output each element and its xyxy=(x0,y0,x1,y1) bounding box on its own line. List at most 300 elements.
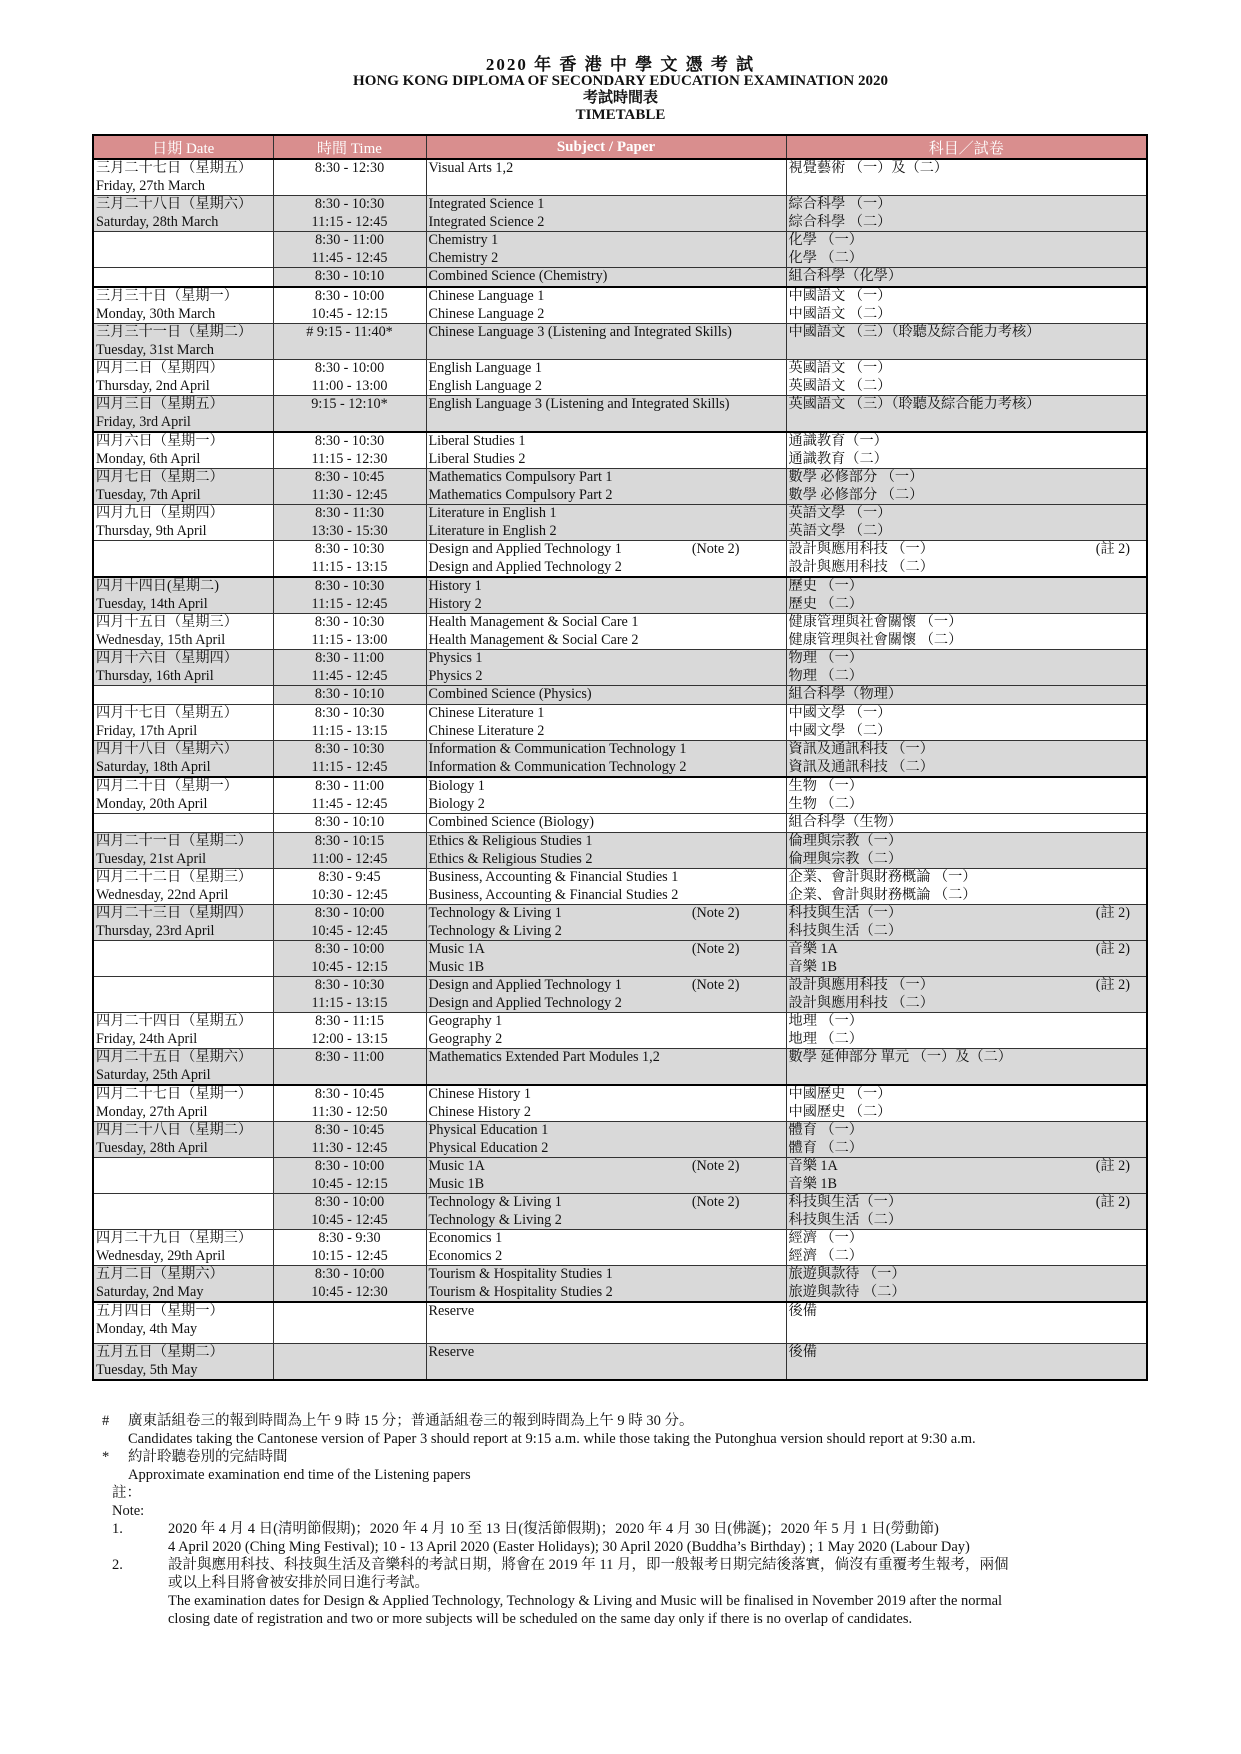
subject-paper: Technology & Living 1 xyxy=(428,1194,562,1210)
subject-paper: Geography 2 xyxy=(428,1030,503,1047)
time-cell xyxy=(273,977,426,1013)
table-row xyxy=(93,1158,1147,1194)
subject-paper: History 2 xyxy=(428,595,482,612)
subject-paper-chinese: 綜合科學 （一） xyxy=(788,196,892,212)
subject-paper-chinese: 設計與應用科技 （一） xyxy=(788,977,934,993)
subject-paper-chinese: 組合科學（生物） xyxy=(788,814,903,830)
time-slot: 11:15 - 12:45 xyxy=(311,758,388,775)
chinese-subject-cell xyxy=(786,232,1147,268)
subject-cell xyxy=(426,196,786,232)
date-cell xyxy=(93,505,273,541)
chinese-subject-cell xyxy=(786,814,1147,833)
title-english: HONG KONG DIPLOMA OF SECONDARY EDUCATION EXAMINATION 2020 xyxy=(353,73,888,89)
subject-paper: Chinese Language 3 (Listening and Integrated Skills) xyxy=(428,324,732,340)
subject-paper: Chinese History 1 xyxy=(428,1086,531,1102)
subject-paper: Physical Education 1 xyxy=(428,1122,549,1138)
date-english: Tuesday, 14th April xyxy=(96,595,208,612)
footnote-hash xyxy=(102,1412,1150,1448)
chinese-subject-cell xyxy=(786,541,1147,578)
chinese-subject-cell xyxy=(786,577,1147,614)
date-chinese: 四月二十七日（星期一） xyxy=(96,1086,253,1102)
date-english: Wednesday, 22nd April xyxy=(96,886,229,903)
note-ref-zh: (註 2) xyxy=(1095,541,1130,557)
subject-cell xyxy=(426,396,786,433)
note-label-en: Note: xyxy=(112,1503,145,1519)
subject-cell xyxy=(426,1085,786,1122)
date-chinese: 四月二十一日（星期二） xyxy=(96,833,253,849)
time-cell xyxy=(273,741,426,778)
date-english: Friday, 27th March xyxy=(96,177,206,194)
date-cell xyxy=(93,469,273,505)
note-2 xyxy=(110,1556,1150,1628)
subject-cell xyxy=(426,1302,786,1344)
timetable xyxy=(92,134,1148,1381)
time-slot: 10:45 - 12:15 xyxy=(311,305,388,322)
time-cell xyxy=(273,196,426,232)
date-chinese: 四月二十九日（星期三） xyxy=(96,1230,253,1246)
subject-paper-chinese: 科技與生活（二） xyxy=(788,922,903,939)
time-slot: 8:30 - 10:00 xyxy=(314,288,385,304)
table-row xyxy=(93,1085,1147,1122)
subject-cell xyxy=(426,905,786,941)
note-ref-zh: (註 2) xyxy=(1095,905,1130,921)
note-1-en: 4 April 2020 (Ching Ming Festival); 10 - 13 April 2020 (Easter Holidays); 30 April 2020 (Buddha’s Birthday) ; 1 May 2020 (Labour Day) xyxy=(168,1539,970,1555)
subject-cell xyxy=(426,159,786,196)
subject-cell xyxy=(426,977,786,1013)
subject-paper: Design and Applied Technology 2 xyxy=(428,994,622,1011)
note-2-zh-line1: 設計與應用科技、科技與生活及音樂科的考試日期，將會在 2019 年 11 月，即一般報考日期完結後落實，倘沒有重覆考生報考，兩個 xyxy=(168,1557,1009,1573)
table-row xyxy=(93,159,1147,196)
date-chinese: 四月十七日（星期五） xyxy=(96,705,238,721)
subject-cell xyxy=(426,1266,786,1303)
subject-cell xyxy=(426,1013,786,1049)
subject-paper: Music 1B xyxy=(428,958,485,975)
table-row xyxy=(93,1230,1147,1266)
subject-paper: Integrated Science 2 xyxy=(428,213,545,230)
subject-paper-chinese: 通識教育（一） xyxy=(788,433,888,449)
time-slot: 12:00 - 13:15 xyxy=(311,1030,388,1047)
subject-paper: Physical Education 2 xyxy=(428,1139,549,1156)
date-chinese: 四月二日（星期四） xyxy=(96,360,224,376)
date-cell xyxy=(93,1266,273,1303)
date-english: Saturday, 2nd May xyxy=(96,1283,204,1300)
chinese-subject-cell xyxy=(786,1266,1147,1303)
date-cell xyxy=(93,196,273,232)
table-row xyxy=(93,541,1147,578)
time-slot: 8:30 - 11:00 xyxy=(315,778,384,794)
date-cell xyxy=(93,360,273,396)
time-slot: 10:45 - 12:30 xyxy=(311,1283,388,1300)
date-cell xyxy=(93,1013,273,1049)
subject-paper: Reserve xyxy=(428,1303,475,1319)
document-header xyxy=(0,56,1241,124)
subject-paper-chinese: 數學 必修部分 （二） xyxy=(788,486,924,503)
subject-paper: Music 1A xyxy=(428,1158,485,1174)
time-cell xyxy=(273,1302,426,1344)
subject-paper: Combined Science (Physics) xyxy=(428,686,592,702)
note-ref-zh: (註 2) xyxy=(1095,977,1130,993)
subject-cell xyxy=(426,432,786,469)
date-english: Wednesday, 15th April xyxy=(96,631,226,648)
subject-paper: Integrated Science 1 xyxy=(428,196,545,212)
table-row xyxy=(93,196,1147,232)
note-ref-zh: (註 2) xyxy=(1095,941,1130,957)
subject-paper: Physics 2 xyxy=(428,667,483,684)
subject-paper-chinese: 設計與應用科技 （二） xyxy=(788,558,934,575)
subject-paper: Mathematics Compulsory Part 1 xyxy=(428,469,613,485)
time-slot: 8:30 - 10:00 xyxy=(314,1266,385,1282)
subject-paper-chinese: 英國語文 （一） xyxy=(788,360,892,376)
time-cell xyxy=(273,1344,426,1381)
chinese-subject-cell xyxy=(786,705,1147,741)
time-slot: 8:30 - 10:00 xyxy=(314,1194,385,1210)
subject-paper-chinese: 企業、會計與財務概論 （一） xyxy=(788,869,977,885)
time-slot: 10:30 - 12:45 xyxy=(311,886,388,903)
subject-paper-chinese: 音樂 1A xyxy=(788,941,838,957)
chinese-subject-cell xyxy=(786,268,1147,288)
subject-paper-chinese: 企業、會計與財務概論 （二） xyxy=(788,886,977,903)
time-slot: 11:15 - 12:45 xyxy=(311,213,388,230)
subject-paper: Health Management & Social Care 1 xyxy=(428,614,639,630)
time-slot: 11:15 - 13:15 xyxy=(311,994,388,1011)
subject-paper-chinese: 體育 （一） xyxy=(788,1122,863,1138)
chinese-subject-cell xyxy=(786,505,1147,541)
subject-paper-chinese: 倫理與宗教（二） xyxy=(788,850,903,867)
note-ref-en: (Note 2) xyxy=(691,977,740,993)
time-slot: 8:30 - 10:45 xyxy=(314,1086,385,1102)
time-cell xyxy=(273,833,426,869)
table-row xyxy=(93,360,1147,396)
time-slot: 8:30 - 11:00 xyxy=(315,232,384,248)
subject-paper: Ethics & Religious Studies 1 xyxy=(428,833,593,849)
chinese-subject-cell xyxy=(786,1158,1147,1194)
footnote-hash-mark: # xyxy=(102,1413,110,1429)
table-row xyxy=(93,741,1147,778)
chinese-subject-cell xyxy=(786,432,1147,469)
subject-paper: Liberal Studies 1 xyxy=(428,433,526,449)
date-chinese: 四月二十五日（星期六） xyxy=(96,1049,253,1065)
time-cell xyxy=(273,614,426,650)
subject-paper-chinese: 生物 （一） xyxy=(788,778,863,794)
date-english: Thursday, 23rd April xyxy=(96,922,215,939)
subject-paper-chinese: 中國文學 （二） xyxy=(788,722,892,739)
date-cell xyxy=(93,1049,273,1086)
table-header-row xyxy=(93,135,1147,159)
time-slot: 8:30 - 9:30 xyxy=(318,1230,381,1246)
time-slot: 11:30 - 12:45 xyxy=(311,1139,388,1156)
date-chinese: 五月二日（星期六） xyxy=(96,1266,224,1282)
subject-paper-chinese: 旅遊與款待 （二） xyxy=(788,1283,906,1300)
time-slot: 8:30 - 11:15 xyxy=(315,1013,384,1029)
table-row xyxy=(93,1344,1147,1381)
date-english: Friday, 17th April xyxy=(96,722,198,739)
date-cell xyxy=(93,432,273,469)
subject-paper: Technology & Living 2 xyxy=(428,922,562,939)
table-row xyxy=(93,287,1147,324)
date-cell xyxy=(93,1194,273,1230)
subtitle-chinese: 考試時間表 xyxy=(582,90,658,106)
subject-paper: Health Management & Social Care 2 xyxy=(428,631,639,648)
table-row xyxy=(93,396,1147,433)
time-slot: 11:15 - 12:45 xyxy=(311,595,388,612)
time-slot: 9:15 - 12:10* xyxy=(311,396,388,412)
date-cell xyxy=(93,650,273,686)
date-cell xyxy=(93,705,273,741)
column-header-date: 日期 Date xyxy=(93,135,273,159)
subject-paper-chinese: 化學 （二） xyxy=(788,249,863,266)
subject-paper-chinese: 英語文學 （一） xyxy=(788,505,892,521)
chinese-subject-cell xyxy=(786,1230,1147,1266)
date-cell xyxy=(93,869,273,905)
time-slot: 11:45 - 12:45 xyxy=(311,667,388,684)
date-cell xyxy=(93,1302,273,1344)
table-row xyxy=(93,1013,1147,1049)
time-cell xyxy=(273,159,426,196)
subject-paper: Chemistry 2 xyxy=(428,249,499,266)
note-ref-en: (Note 2) xyxy=(691,541,740,557)
subject-paper-chinese: 英國語文 （二） xyxy=(788,377,892,394)
time-slot: 11:00 - 13:00 xyxy=(311,377,388,394)
subject-cell xyxy=(426,541,786,578)
subject-paper-chinese: 倫理與宗教（一） xyxy=(788,833,903,849)
subject-paper-chinese: 體育 （二） xyxy=(788,1139,863,1156)
time-cell xyxy=(273,396,426,433)
chinese-subject-cell xyxy=(786,1122,1147,1158)
subject-paper-chinese: 物理 （一） xyxy=(788,650,863,666)
time-slot: 8:30 - 10:30 xyxy=(314,541,385,557)
column-header-chinese: 科目／試卷 xyxy=(786,135,1147,159)
subject-cell xyxy=(426,1049,786,1086)
subject-paper-chinese: 英國語文 （三）（聆聽及綜合能力考核） xyxy=(788,396,1041,412)
chinese-subject-cell xyxy=(786,941,1147,977)
table-row xyxy=(93,941,1147,977)
note-ref-en: (Note 2) xyxy=(691,905,740,921)
date-chinese: 四月七日（星期二） xyxy=(96,469,224,485)
date-cell xyxy=(93,777,273,814)
subject-paper-chinese: 設計與應用科技 （二） xyxy=(788,994,934,1011)
subject-paper-chinese: 地理 （二） xyxy=(788,1030,863,1047)
subject-paper-chinese: 後備 xyxy=(788,1303,817,1319)
date-chinese: 四月十五日（星期三） xyxy=(96,614,238,630)
time-slot: 8:30 - 11:30 xyxy=(315,505,384,521)
date-cell xyxy=(93,287,273,324)
footnote-hash-en: Candidates taking the Cantonese version of Paper 3 should report at 9:15 a.m. while those taking the Putonghua version should report at 9:30 a.m. xyxy=(128,1431,976,1447)
time-slot: 8:30 - 10:10 xyxy=(314,814,385,830)
chinese-subject-cell xyxy=(786,1344,1147,1381)
subject-paper-chinese: 經濟 （一） xyxy=(788,1230,863,1246)
date-cell xyxy=(93,741,273,778)
chinese-subject-cell xyxy=(786,469,1147,505)
date-english: Monday, 4th May xyxy=(96,1320,198,1337)
subject-cell xyxy=(426,686,786,705)
date-cell xyxy=(93,1230,273,1266)
time-slot: 10:45 - 12:45 xyxy=(311,1211,388,1228)
subject-paper-chinese: 綜合科學 （二） xyxy=(788,213,892,230)
time-cell xyxy=(273,1013,426,1049)
time-slot: 11:30 - 12:50 xyxy=(311,1103,388,1120)
subject-paper-chinese: 中國語文 （一） xyxy=(788,288,892,304)
subject-paper-chinese: 生物 （二） xyxy=(788,795,863,812)
subject-paper: Liberal Studies 2 xyxy=(428,450,526,467)
subject-cell xyxy=(426,777,786,814)
subject-paper: Technology & Living 2 xyxy=(428,1211,562,1228)
timetable-body xyxy=(93,159,1147,1380)
chinese-subject-cell xyxy=(786,360,1147,396)
subject-paper-chinese: 物理 （二） xyxy=(788,667,863,684)
date-cell xyxy=(93,159,273,196)
time-cell xyxy=(273,869,426,905)
time-cell xyxy=(273,505,426,541)
date-chinese: 三月二十七日（星期五） xyxy=(96,160,253,176)
time-cell xyxy=(273,1049,426,1086)
date-english: Monday, 20th April xyxy=(96,795,208,812)
subject-cell xyxy=(426,614,786,650)
table-row xyxy=(93,268,1147,288)
table-row xyxy=(93,686,1147,705)
subject-paper: Economics 1 xyxy=(428,1230,503,1246)
time-slot: 8:30 - 10:30 xyxy=(314,614,385,630)
time-slot: 10:45 - 12:15 xyxy=(311,1175,388,1192)
table-row xyxy=(93,1049,1147,1086)
chinese-subject-cell xyxy=(786,741,1147,778)
date-chinese: 四月二十四日（星期五） xyxy=(96,1013,253,1029)
subject-paper: Mathematics Compulsory Part 2 xyxy=(428,486,613,503)
time-cell xyxy=(273,705,426,741)
date-cell xyxy=(93,1085,273,1122)
table-row xyxy=(93,977,1147,1013)
subject-paper-chinese: 科技與生活（一） xyxy=(788,1194,903,1210)
time-cell xyxy=(273,650,426,686)
date-cell xyxy=(93,614,273,650)
date-english: Monday, 27th April xyxy=(96,1103,208,1120)
subject-paper: Design and Applied Technology 2 xyxy=(428,558,622,575)
subject-cell xyxy=(426,324,786,360)
time-cell xyxy=(273,432,426,469)
date-chinese: 三月二十八日（星期六） xyxy=(96,196,253,212)
table-row xyxy=(93,324,1147,360)
footnote-star-mark: * xyxy=(102,1449,110,1465)
subject-paper: Chinese Language 1 xyxy=(428,288,545,304)
time-cell xyxy=(273,541,426,578)
date-cell xyxy=(93,1122,273,1158)
subject-paper: Business, Accounting & Financial Studies 2 xyxy=(428,886,679,903)
table-row xyxy=(93,905,1147,941)
table-row xyxy=(93,777,1147,814)
time-slot: 8:30 - 10:00 xyxy=(314,1158,385,1174)
subject-cell xyxy=(426,1122,786,1158)
subject-paper-chinese: 旅遊與款待 （一） xyxy=(788,1266,906,1282)
subject-paper-chinese: 視覺藝術 （一）及（二） xyxy=(788,160,949,176)
subject-paper: English Language 1 xyxy=(428,360,542,376)
time-slot: # 9:15 - 11:40* xyxy=(306,324,393,340)
subject-paper-chinese: 數學 必修部分 （一） xyxy=(788,469,924,485)
time-cell xyxy=(273,686,426,705)
time-cell xyxy=(273,287,426,324)
time-slot: 11:15 - 12:30 xyxy=(311,450,388,467)
date-chinese: 四月九日（星期四） xyxy=(96,505,224,521)
subject-paper-chinese: 音樂 1A xyxy=(788,1158,838,1174)
chinese-subject-cell xyxy=(786,396,1147,433)
date-english: Friday, 24th April xyxy=(96,1030,198,1047)
date-cell xyxy=(93,577,273,614)
time-slot: 11:15 - 13:15 xyxy=(311,558,388,575)
subject-cell xyxy=(426,287,786,324)
subject-cell xyxy=(426,741,786,778)
date-english: Monday, 30th March xyxy=(96,305,216,322)
date-english: Thursday, 2nd April xyxy=(96,377,210,394)
note-2-en-line1: The examination dates for Design & Applied Technology, Technology & Living and Music will be finalised in November 2019 after the normal xyxy=(168,1593,1003,1609)
subject-paper-chinese: 英語文學 （二） xyxy=(788,522,892,539)
time-slot: 8:30 - 12:30 xyxy=(314,160,385,176)
note-2-zh-line2: 或以上科目將會被安排於同日進行考試。 xyxy=(168,1575,429,1591)
date-chinese: 五月四日（星期一） xyxy=(96,1303,224,1319)
date-cell xyxy=(93,941,273,977)
date-english: Wednesday, 29th April xyxy=(96,1247,226,1264)
subject-paper-chinese: 中國歷史 （一） xyxy=(788,1086,892,1102)
date-cell xyxy=(93,977,273,1013)
note-ref-zh: (註 2) xyxy=(1095,1158,1130,1174)
table-row xyxy=(93,650,1147,686)
subject-paper: Economics 2 xyxy=(428,1247,503,1264)
time-cell xyxy=(273,360,426,396)
time-slot: 8:30 - 10:10 xyxy=(314,686,385,702)
subject-paper: Literature in English 2 xyxy=(428,522,557,539)
date-cell xyxy=(93,833,273,869)
subject-paper: Mathematics Extended Part Modules 1,2 xyxy=(428,1049,660,1065)
time-slot: 8:30 - 10:00 xyxy=(314,941,385,957)
chinese-subject-cell xyxy=(786,1302,1147,1344)
time-slot: 8:30 - 10:45 xyxy=(314,1122,385,1138)
subject-paper-chinese: 健康管理與社會關懷 （二） xyxy=(788,631,963,648)
date-english: Saturday, 18th April xyxy=(96,758,211,775)
subject-paper-chinese: 資訊及通訊科技 （一） xyxy=(788,741,934,757)
subject-paper: Biology 2 xyxy=(428,795,485,812)
subject-paper-chinese: 中國歷史 （二） xyxy=(788,1103,892,1120)
subject-cell xyxy=(426,268,786,288)
time-cell xyxy=(273,1194,426,1230)
subject-paper-chinese: 資訊及通訊科技 （二） xyxy=(788,758,934,775)
date-cell xyxy=(93,1158,273,1194)
date-cell xyxy=(93,268,273,288)
subject-paper: Information & Communication Technology 1 xyxy=(428,741,687,757)
date-chinese: 四月二十日（星期一） xyxy=(96,778,238,794)
subject-paper: Chemistry 1 xyxy=(428,232,499,248)
chinese-subject-cell xyxy=(786,1013,1147,1049)
date-english: Tuesday, 21st April xyxy=(96,850,207,867)
time-slot: 11:45 - 12:45 xyxy=(311,249,388,266)
date-english: Thursday, 9th April xyxy=(96,522,207,539)
date-english: Tuesday, 7th April xyxy=(96,486,201,503)
subject-cell xyxy=(426,360,786,396)
subject-paper: Reserve xyxy=(428,1344,475,1360)
subject-paper-chinese: 地理 （一） xyxy=(788,1013,863,1029)
column-header-subject: Subject / Paper xyxy=(426,135,786,159)
note-1-mark: 1. xyxy=(112,1521,123,1537)
table-row xyxy=(93,1122,1147,1158)
subject-paper: Literature in English 1 xyxy=(428,505,557,521)
time-slot: 8:30 - 10:00 xyxy=(314,905,385,921)
date-cell xyxy=(93,232,273,268)
time-slot: 8:30 - 10:30 xyxy=(314,977,385,993)
subject-paper: Chinese History 2 xyxy=(428,1103,531,1120)
subtitle-english: TIMETABLE xyxy=(575,107,666,123)
time-slot: 8:30 - 10:30 xyxy=(314,741,385,757)
time-cell xyxy=(273,1230,426,1266)
date-english: Tuesday, 5th May xyxy=(96,1361,198,1378)
time-slot: 8:30 - 10:15 xyxy=(314,833,385,849)
footnote-star xyxy=(102,1448,1150,1484)
time-slot: 11:45 - 12:45 xyxy=(311,795,388,812)
